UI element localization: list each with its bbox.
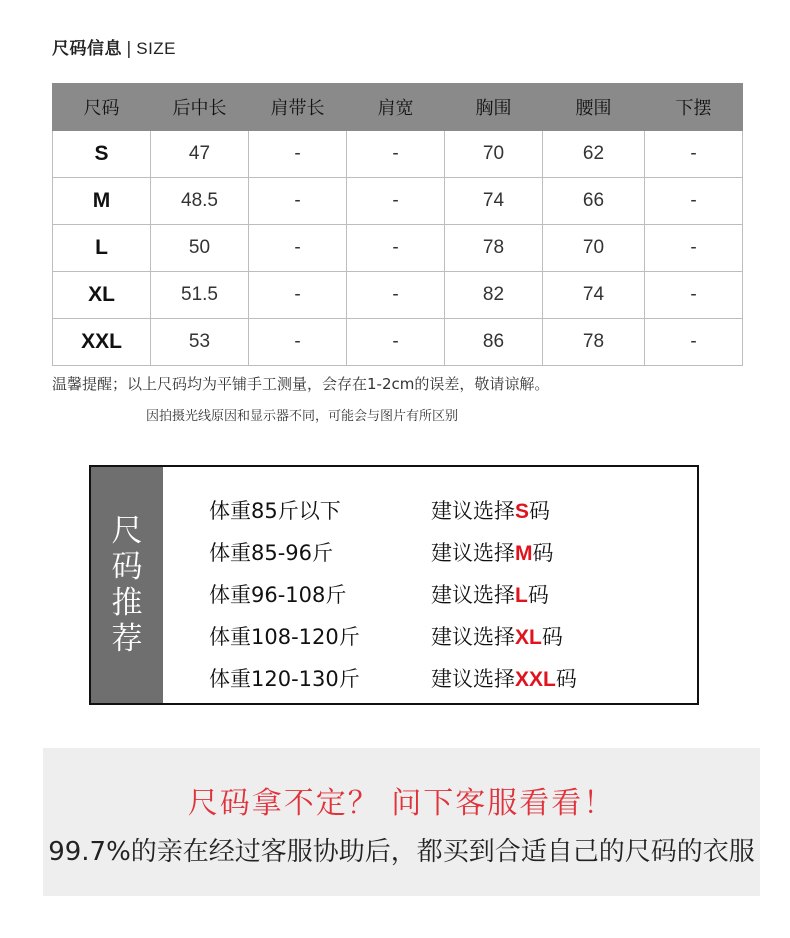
list-item bbox=[209, 579, 679, 621]
suggested-size: M bbox=[515, 542, 533, 565]
table-cell: 82 bbox=[445, 272, 543, 319]
size-table bbox=[52, 83, 743, 366]
table-cell: - bbox=[249, 319, 347, 366]
list-item bbox=[209, 663, 679, 705]
header-hem: 下摆 bbox=[645, 84, 743, 131]
side-char: 码 bbox=[111, 549, 143, 585]
table-cell: - bbox=[347, 319, 445, 366]
cta-title: 尺码拿不定？ 问下客服看看！ bbox=[187, 786, 616, 821]
suggested-size: S bbox=[515, 500, 530, 523]
suggestion-suffix: 码 bbox=[555, 667, 577, 691]
side-char: 尺 bbox=[111, 513, 143, 549]
table-row bbox=[53, 178, 743, 225]
weight-range: 体重120-130斤 bbox=[209, 667, 360, 691]
suggestion-prefix: 建议选择 bbox=[431, 625, 515, 649]
suggestion-suffix: 码 bbox=[541, 625, 563, 649]
header-waist: 腰围 bbox=[543, 84, 645, 131]
table-cell: - bbox=[249, 178, 347, 225]
list-item bbox=[209, 537, 679, 579]
section-title-cn: 尺码信息 bbox=[52, 39, 122, 59]
size-recommendation-box bbox=[89, 465, 699, 705]
size-suggestion bbox=[431, 579, 549, 609]
table-cell: 86 bbox=[445, 319, 543, 366]
table-row bbox=[53, 272, 743, 319]
header-shoulder-width: 肩宽 bbox=[347, 84, 445, 131]
table-cell: - bbox=[347, 225, 445, 272]
suggested-size: XXL bbox=[515, 668, 556, 691]
weight-range: 体重96-108斤 bbox=[209, 583, 347, 607]
table-cell: - bbox=[645, 131, 743, 178]
table-cell: - bbox=[347, 272, 445, 319]
table-cell: - bbox=[249, 225, 347, 272]
header-strap-length: 肩带长 bbox=[249, 84, 347, 131]
size-suggestion bbox=[431, 495, 550, 525]
table-cell: 78 bbox=[543, 319, 645, 366]
suggestion-prefix: 建议选择 bbox=[431, 499, 515, 523]
table-cell: - bbox=[347, 178, 445, 225]
weight-range: 体重85斤以下 bbox=[209, 499, 341, 523]
table-cell: 70 bbox=[543, 225, 645, 272]
table-cell-size: S bbox=[53, 131, 151, 178]
suggestion-prefix: 建议选择 bbox=[431, 583, 515, 607]
table-cell: 50 bbox=[151, 225, 249, 272]
table-cell: 62 bbox=[543, 131, 645, 178]
size-suggestion bbox=[431, 537, 554, 567]
table-cell: 47 bbox=[151, 131, 249, 178]
table-cell: - bbox=[645, 225, 743, 272]
table-cell: 74 bbox=[543, 272, 645, 319]
table-row bbox=[53, 225, 743, 272]
recommendation-side-label bbox=[91, 467, 163, 703]
header-size: 尺码 bbox=[53, 84, 151, 131]
table-cell: 74 bbox=[445, 178, 543, 225]
cta-subtitle: 99.7%的亲在经过客服协助后，都买到合适自己的尺码的衣服 bbox=[48, 837, 755, 867]
table-cell-size: M bbox=[53, 178, 151, 225]
table-row bbox=[53, 131, 743, 178]
suggested-size: L bbox=[515, 584, 528, 607]
section-title bbox=[52, 34, 176, 59]
table-cell: - bbox=[645, 178, 743, 225]
side-char: 推 bbox=[111, 585, 143, 621]
customer-service-banner bbox=[43, 748, 760, 896]
suggestion-suffix: 码 bbox=[532, 541, 554, 565]
suggestion-prefix: 建议选择 bbox=[431, 667, 515, 691]
table-cell: 70 bbox=[445, 131, 543, 178]
weight-range: 体重85-96斤 bbox=[209, 541, 334, 565]
table-cell: 66 bbox=[543, 178, 645, 225]
side-char: 荐 bbox=[111, 621, 143, 657]
suggestion-prefix: 建议选择 bbox=[431, 541, 515, 565]
size-suggestion bbox=[431, 621, 563, 651]
suggestion-suffix: 码 bbox=[527, 583, 549, 607]
size-suggestion bbox=[431, 663, 577, 693]
recommendation-list bbox=[209, 495, 679, 705]
table-cell: 53 bbox=[151, 319, 249, 366]
table-cell: - bbox=[249, 272, 347, 319]
measurement-notice: 温馨提醒；以上尺码均为平铺手工测量，会存在1-2cm的误差，敬请谅解。 bbox=[52, 375, 550, 393]
size-table-header-row bbox=[53, 84, 743, 131]
table-cell-size: XL bbox=[53, 272, 151, 319]
table-row bbox=[53, 319, 743, 366]
header-chest: 胸围 bbox=[445, 84, 543, 131]
table-cell: - bbox=[249, 131, 347, 178]
section-title-en: SIZE bbox=[136, 39, 177, 58]
section-title-separator: | bbox=[126, 39, 133, 59]
suggested-size: XL bbox=[515, 626, 542, 649]
table-cell: 51.5 bbox=[151, 272, 249, 319]
weight-range: 体重108-120斤 bbox=[209, 625, 360, 649]
table-cell-size: L bbox=[53, 225, 151, 272]
table-cell: - bbox=[645, 272, 743, 319]
table-cell: - bbox=[645, 319, 743, 366]
list-item bbox=[209, 495, 679, 537]
color-difference-notice: 因拍摄光线原因和显示器不同，可能会与图片有所区别 bbox=[146, 409, 459, 424]
table-cell: 78 bbox=[445, 225, 543, 272]
table-cell-size: XXL bbox=[53, 319, 151, 366]
table-cell: - bbox=[347, 131, 445, 178]
list-item bbox=[209, 621, 679, 663]
header-back-length: 后中长 bbox=[151, 84, 249, 131]
suggestion-suffix: 码 bbox=[529, 499, 551, 523]
table-cell: 48.5 bbox=[151, 178, 249, 225]
